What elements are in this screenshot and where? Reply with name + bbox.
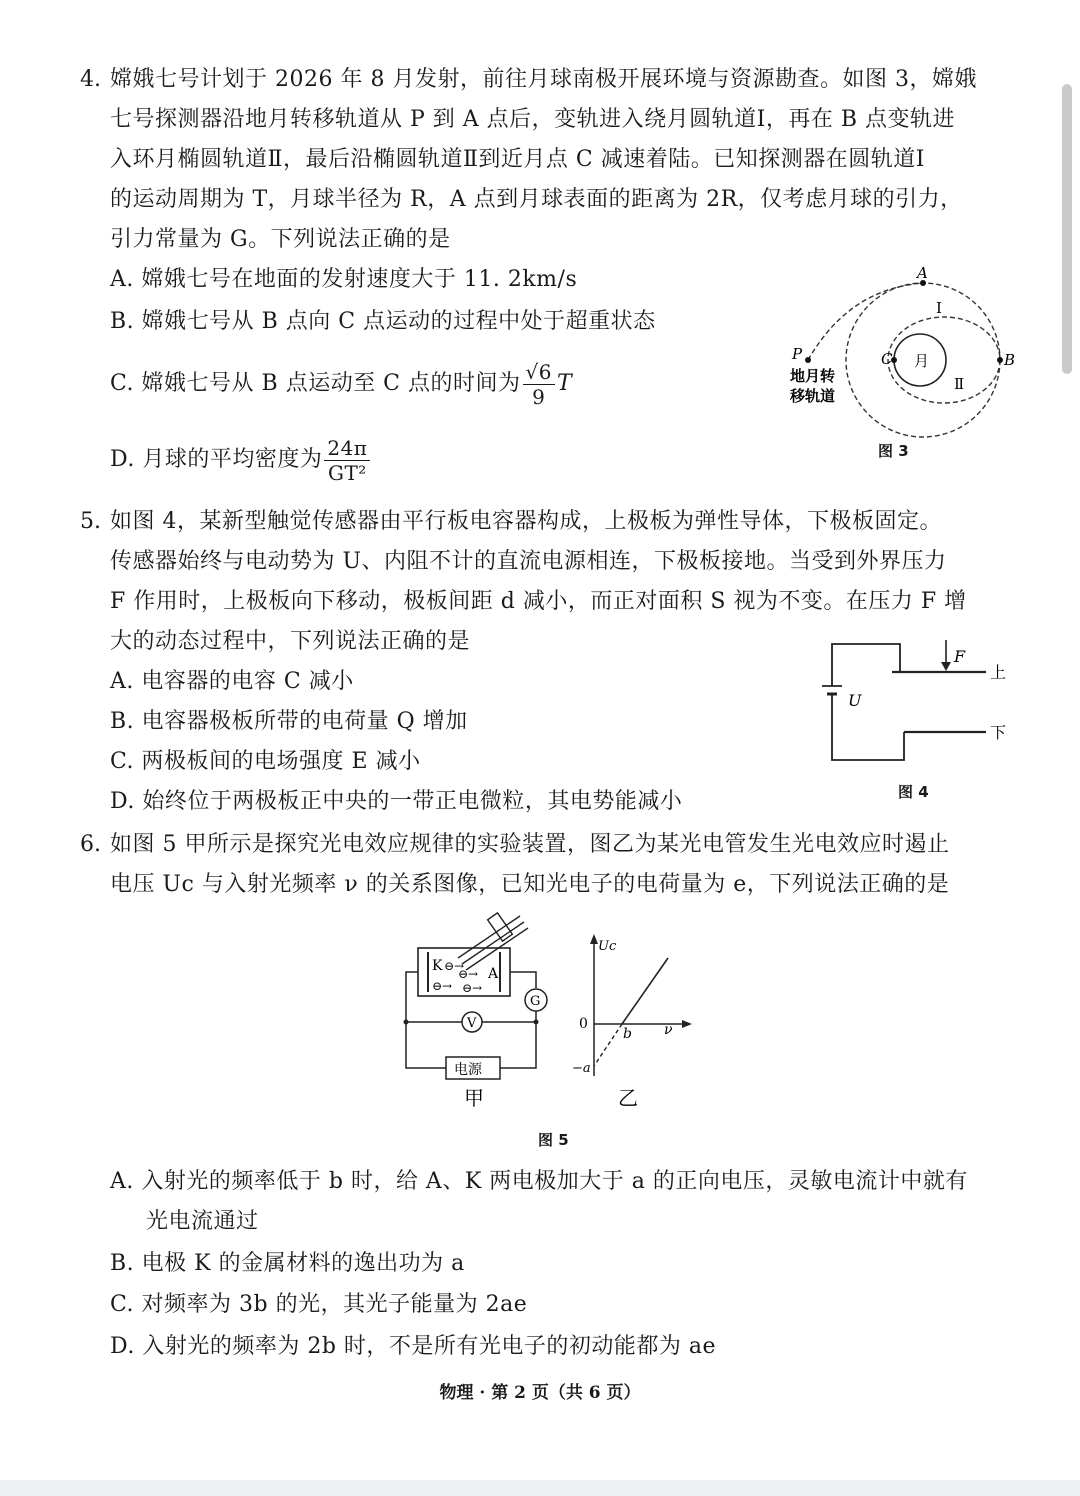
label-yi: 乙 bbox=[618, 1086, 638, 1110]
label-upper: 上 bbox=[990, 663, 1007, 682]
q4-option-b: B. 嫦娥七号从 B 点向 C 点运动的过程中处于超重状态 bbox=[110, 309, 656, 334]
label-transfer-2: 移轨道 bbox=[790, 387, 836, 405]
q4-line-3: 入环月椭圆轨道Ⅱ，最后沿椭圆轨道Ⅱ到近月点 C 减速着陆。已知探测器在圆轨道Ⅰ bbox=[110, 147, 925, 172]
q5-option-b: B. 电容器极板所带的电荷量 Q 增加 bbox=[110, 709, 468, 734]
label-nu: ν bbox=[664, 1022, 673, 1038]
label-force: F bbox=[954, 647, 966, 666]
label-a: A bbox=[917, 265, 928, 282]
q6-line-1: 如图 5 甲所示是探究光电效应规律的实验装置，图乙为某光电管发生光电效应时遏止 bbox=[110, 832, 950, 857]
label-orbit-2: Ⅱ bbox=[954, 375, 965, 393]
q4-line-2: 七号探测器沿地月转移轨道从 P 到 A 点后，变轨进入绕月圆轨道Ⅰ，再在 B 点变轨进 bbox=[110, 107, 956, 132]
q4-option-d-fraction bbox=[324, 436, 370, 485]
q4-option-d-text: D. 月球的平均密度为 bbox=[110, 447, 323, 472]
label-power: 电源 bbox=[454, 1062, 482, 1078]
q6-option-d: D. 入射光的频率为 2b 时，不是所有光电子的初动能都为 ae bbox=[110, 1334, 717, 1359]
figure-5-photoelectric-setup bbox=[396, 910, 706, 1120]
q6-line-2: 电压 Uc 与入射光频率 ν 的关系图像，已知光电子的电荷量为 e，下列说法正确的是 bbox=[110, 872, 950, 897]
label-electrode-a: A bbox=[488, 966, 499, 982]
q4-option-c bbox=[110, 354, 572, 414]
label-c: C bbox=[881, 350, 893, 368]
q4-option-c-text: C. 嫦娥七号从 B 点运动至 C 点的时间为 bbox=[110, 371, 521, 396]
q4-option-d bbox=[110, 430, 372, 490]
graph-y-arrow bbox=[590, 934, 598, 944]
q5-line-3: F 作用时，上极板向下移动，极板间距 d 减小，而正对面积 S 视为不变。在压力 F 增 bbox=[110, 589, 967, 614]
q6-option-c: C. 对频率为 3b 的光，其光子能量为 2ae bbox=[110, 1292, 528, 1317]
q4-option-d-denominator: GT² bbox=[327, 460, 367, 485]
force-arrow-head bbox=[941, 662, 951, 671]
q4-number: 4. bbox=[80, 67, 101, 92]
electron-2: ⊖→ bbox=[458, 967, 479, 981]
label-uc: Uc bbox=[598, 939, 617, 954]
figure-5-caption: 图 5 bbox=[538, 1131, 569, 1149]
q4-option-c-numerator: √6 bbox=[523, 360, 555, 385]
q4-line-4: 的运动周期为 T，月球半径为 R，A 点到月球表面的距离为 2R，仅考虑月球的引力， bbox=[110, 187, 963, 212]
q6-number: 6. bbox=[80, 832, 101, 857]
figure-3-orbit-diagram bbox=[780, 265, 1020, 465]
label-moon: 月 bbox=[914, 352, 930, 370]
node-left bbox=[404, 1020, 409, 1025]
q4-option-d-numerator: 24π bbox=[324, 436, 370, 461]
q6-option-b: B. 电极 K 的金属材料的逸出功为 a bbox=[110, 1251, 465, 1276]
electron-3: ⊖→ bbox=[432, 979, 453, 993]
point-p-dot bbox=[805, 357, 811, 363]
point-b-dot bbox=[997, 357, 1003, 363]
figure-3-caption: 图 3 bbox=[878, 442, 909, 460]
transfer-orbit-path bbox=[808, 283, 923, 360]
q6-option-a-continued: 光电流通过 bbox=[146, 1209, 259, 1234]
label-lower: 下 bbox=[990, 723, 1007, 742]
q5-option-d: D. 始终位于两极板正中央的一带正电微粒，其电势能减小 bbox=[110, 789, 683, 814]
circuit-bottom-wire bbox=[832, 694, 904, 760]
label-k: K bbox=[432, 958, 443, 974]
graph-x-arrow bbox=[682, 1020, 692, 1028]
circuit-right-down bbox=[500, 1011, 536, 1068]
label-origin: 0 bbox=[579, 1016, 588, 1032]
figure-4-caption: 图 4 bbox=[898, 783, 929, 801]
figure-4-capacitor-circuit bbox=[820, 636, 1020, 776]
label-voltage: U bbox=[848, 691, 862, 710]
scrollbar-thumb[interactable] bbox=[1062, 84, 1072, 374]
q6-option-a: A. 入射光的频率低于 b 时，给 A、K 两电极加大于 a 的正向电压，灵敏电流计中就有 bbox=[110, 1169, 968, 1194]
q4-line-1: 嫦娥七号计划于 2026 年 8 月发射，前往月球南极开展环境与资源勘查。如图 3，嫦娥 bbox=[110, 67, 977, 92]
bottom-edge bbox=[0, 1480, 1080, 1496]
q5-option-c: C. 两极板间的电场强度 E 减小 bbox=[110, 749, 421, 774]
q4-option-a: A. 嫦娥七号在地面的发射速度大于 11. 2km/s bbox=[110, 267, 578, 292]
label-neg-a: −a bbox=[572, 1061, 591, 1076]
node-right bbox=[534, 1020, 539, 1025]
electron-4: ⊖→ bbox=[462, 981, 483, 995]
graph-line-solid bbox=[622, 958, 668, 1024]
circuit-right bbox=[510, 972, 536, 988]
label-galvanometer: G bbox=[530, 994, 541, 1009]
q4-option-c-tail: T bbox=[556, 371, 573, 396]
page-footer: 物理 · 第 2 页（共 6 页） bbox=[439, 1383, 641, 1403]
light-source bbox=[488, 913, 513, 941]
label-jia: 甲 bbox=[464, 1086, 484, 1110]
q5-number: 5. bbox=[80, 509, 101, 534]
orbit-2-ellipse bbox=[888, 317, 1000, 403]
q4-option-c-fraction bbox=[523, 360, 555, 409]
q4-option-c-denominator: 9 bbox=[532, 384, 546, 409]
q5-line-2: 传感器始终与电动势为 U、内阻不计的直流电源相连，下极板接地。当受到外界压力 bbox=[110, 549, 947, 574]
label-orbit-1: Ⅰ bbox=[936, 299, 942, 317]
label-p: P bbox=[792, 345, 803, 363]
label-transfer-1: 地月转 bbox=[790, 367, 836, 385]
circuit-top-wire bbox=[832, 644, 900, 686]
label-b-intercept: b bbox=[623, 1026, 632, 1042]
q5-option-a: A. 电容器的电容 C 减小 bbox=[110, 669, 354, 694]
graph-line-dashed bbox=[594, 1024, 622, 1066]
label-voltmeter: V bbox=[467, 1016, 477, 1031]
q5-line-4: 大的动态过程中，下列说法正确的是 bbox=[110, 629, 471, 654]
q4-line-5: 引力常量为 G。下列说法正确的是 bbox=[110, 227, 451, 252]
electron-1: ⊖→ bbox=[444, 959, 465, 973]
q5-line-1: 如图 4，某新型触觉传感器由平行板电容器构成，上极板为弹性导体，下极板固定。 bbox=[110, 509, 942, 534]
label-b: B bbox=[1004, 351, 1016, 369]
